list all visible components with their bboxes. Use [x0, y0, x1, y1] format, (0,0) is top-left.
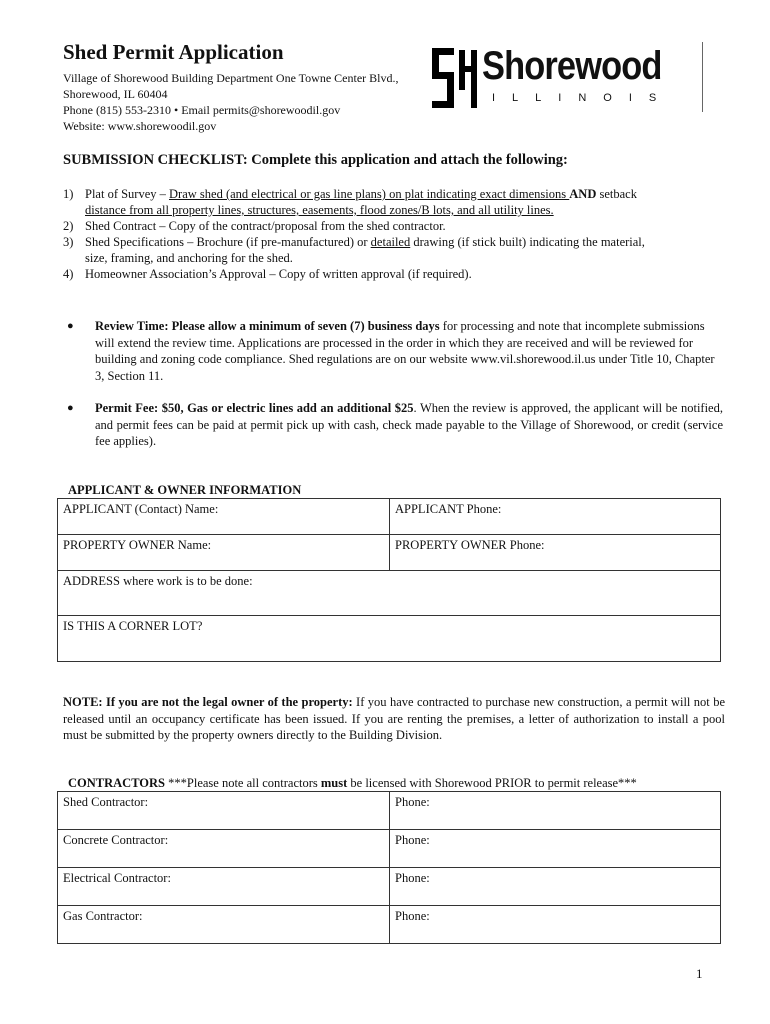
- website-line: Website: www.shorewoodil.gov: [63, 119, 217, 133]
- electrical-contractor-phone-field[interactable]: Phone:: [390, 868, 721, 906]
- page-number: 1: [696, 966, 703, 981]
- list-item: 2) Shed Contract – Copy of the contract/proposal from the shed contractor.: [63, 219, 446, 233]
- concrete-contractor-phone-field[interactable]: Phone:: [390, 830, 721, 868]
- checklist-heading: SUBMISSION CHECKLIST: Complete this application and attach the following:: [63, 152, 568, 168]
- bullet-icon: ●: [67, 320, 74, 332]
- owner-name-field[interactable]: PROPERTY OWNER Name:: [58, 535, 390, 571]
- legal-owner-note: NOTE: If you are not the legal owner of the property: If you have contracted to purchase new construction, a permit will not be released until an occupancy certificate has been issued. If you are renting the premises, a letter of authorization to install a pool must be submitted by the property owners directly to the Building Division.: [63, 695, 725, 742]
- address-line-1: Village of Shorewood Building Department One Towne Center Blvd.,: [63, 71, 399, 85]
- owner-phone-field[interactable]: PROPERTY OWNER Phone:: [390, 535, 721, 571]
- shed-contractor-phone-field[interactable]: Phone:: [390, 792, 721, 830]
- shed-contractor-field[interactable]: Shed Contractor:: [58, 792, 390, 830]
- applicant-section-title: APPLICANT & OWNER INFORMATION: [68, 483, 302, 497]
- bullet-icon: ●: [67, 402, 74, 414]
- logo-wordmark: Shorewood: [482, 44, 662, 88]
- gas-contractor-phone-field[interactable]: Phone:: [390, 906, 721, 944]
- concrete-contractor-field[interactable]: Concrete Contractor:: [58, 830, 390, 868]
- list-item: 1) Plat of Survey – Draw shed (and electrical or gas line plans) on plat indicating exact dimensions AND setback distance from all property lines, structures, easements, flood zones/B lots, and all utility lines.: [63, 187, 637, 217]
- applicant-phone-field[interactable]: APPLICANT Phone:: [390, 499, 721, 535]
- list-item: 3) Shed Specifications – Brochure (if pre-manufactured) or detailed drawing (if stick built) indicating the material, size, framing, and anchoring for the shed.: [63, 235, 645, 265]
- applicant-name-field[interactable]: APPLICANT (Contact) Name:: [58, 499, 390, 535]
- gas-contractor-field[interactable]: Gas Contractor:: [58, 906, 390, 944]
- shorewood-logo-mark-icon: [432, 48, 482, 110]
- work-address-field[interactable]: ADDRESS where work is to be done:: [58, 571, 721, 616]
- contractors-table: [57, 791, 721, 944]
- page-title: Shed Permit Application: [63, 40, 284, 64]
- corner-lot-field[interactable]: IS THIS A CORNER LOT?: [58, 616, 721, 662]
- address-line-2: Shorewood, IL 60404: [63, 87, 168, 101]
- contractors-title: CONTRACTORS ***Please note all contractors must be licensed with Shorewood PRIOR to permit release***: [68, 776, 637, 790]
- electrical-contractor-field[interactable]: Electrical Contractor:: [58, 868, 390, 906]
- permit-fee-bullet: ● Permit Fee: $50, Gas or electric lines add an additional $25. When the review is approved, the applicant will be notified, and permit fees can be paid at permit pick up with cash, check made payable to the Village of Shorewood, or credit (service fee applies).: [63, 400, 723, 450]
- list-item: 4) Homeowner Association’s Approval – Copy of written approval (if required).: [63, 267, 472, 281]
- checklist-list: [63, 186, 713, 282]
- logo-divider: [702, 42, 703, 112]
- applicant-owner-table: [57, 498, 721, 662]
- shorewood-logo: [430, 42, 705, 114]
- logo-state: ILLINOIS: [492, 92, 674, 104]
- review-time-bullet: ● Review Time: Please allow a minimum of seven (7) business days for processing and note that incomplete submissions will extend the review time. Applications are processed in the order in which they are received and will be reviewed for building and zoning code compliance. Shed regulations are on our website www.vil.shorewood.il.us under Title 10, Chapter 3, Section 11.: [63, 318, 723, 384]
- contact-line: Phone (815) 553-2310 • Email permits@shorewoodil.gov: [63, 103, 341, 117]
